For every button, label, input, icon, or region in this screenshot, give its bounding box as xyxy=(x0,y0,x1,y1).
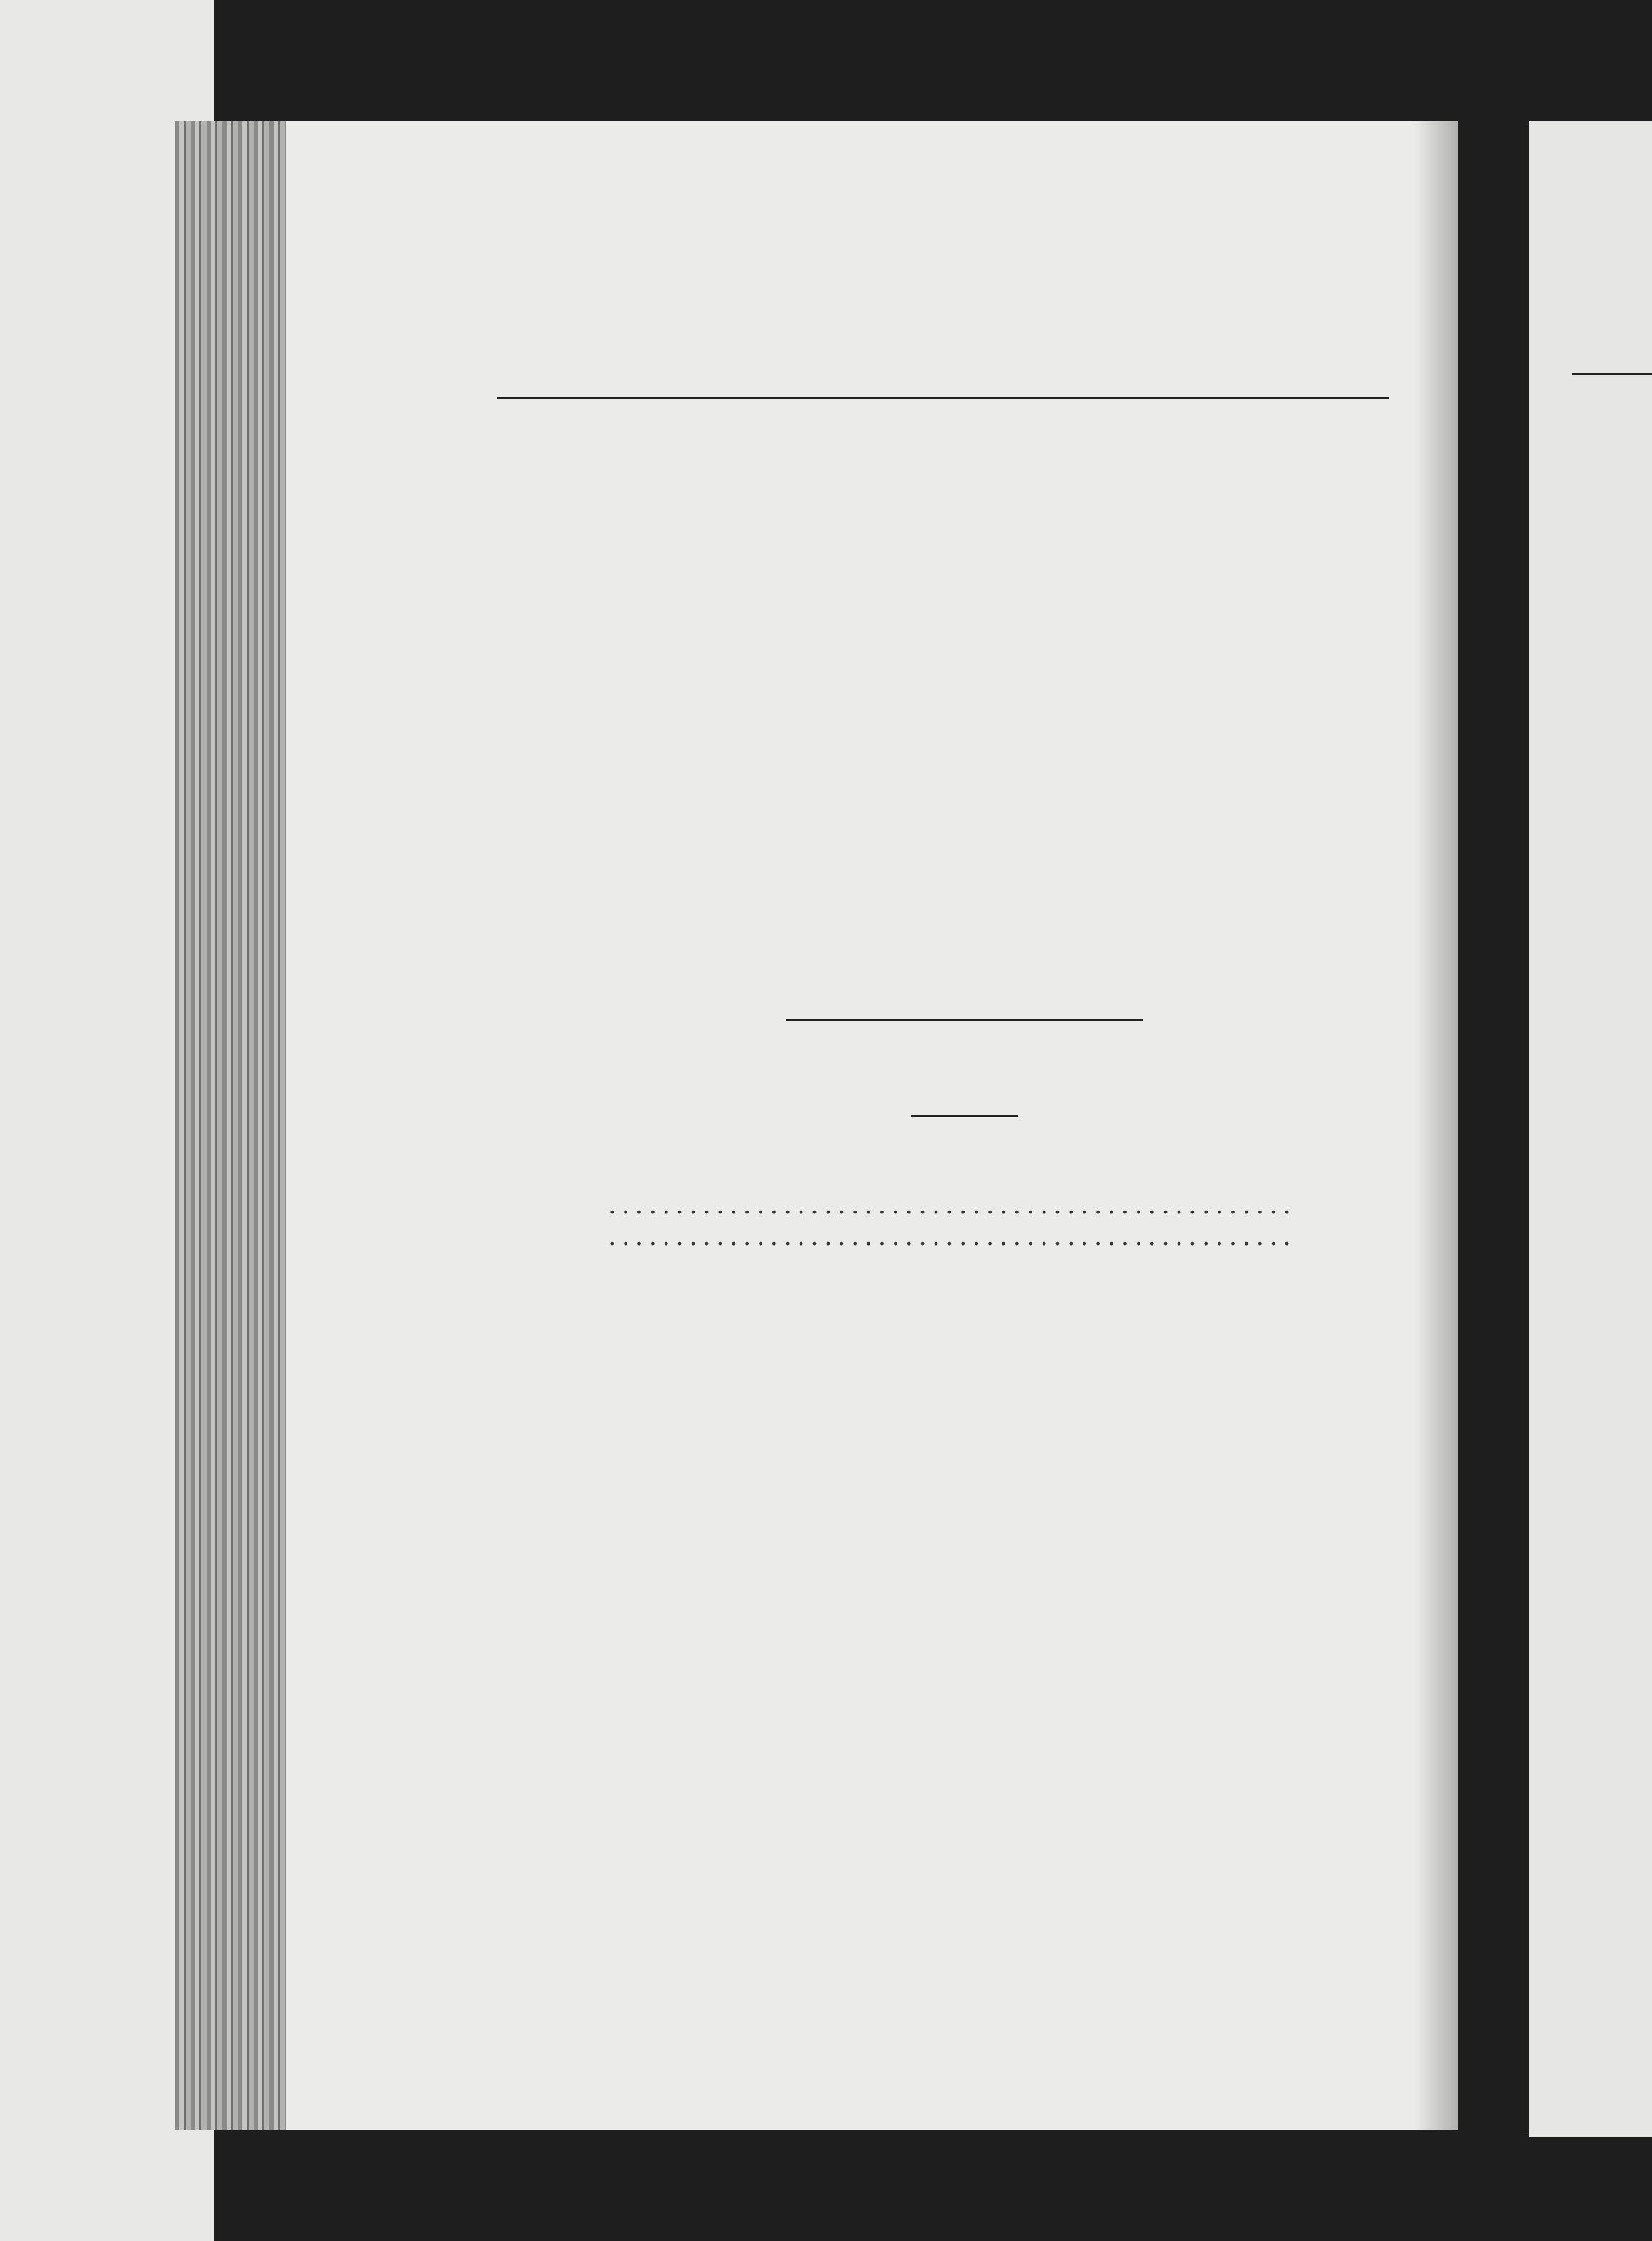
leader-dots xyxy=(608,1221,1293,1253)
header-rule xyxy=(497,397,1389,399)
right-page-fragment xyxy=(1529,121,1652,2137)
gutter-shadow xyxy=(1415,121,1458,2130)
section-divider-short xyxy=(911,1115,1018,1117)
leader-dots xyxy=(608,1190,1293,1221)
table-row xyxy=(572,1190,1383,1221)
table-row xyxy=(572,1221,1383,1253)
book-page-edges xyxy=(175,121,304,2130)
right-page-header-rule xyxy=(1572,373,1652,375)
left-page xyxy=(286,121,1458,2130)
us-statistics xyxy=(572,1190,1383,1253)
page-header xyxy=(497,336,1389,379)
section-divider xyxy=(786,1019,1143,1021)
